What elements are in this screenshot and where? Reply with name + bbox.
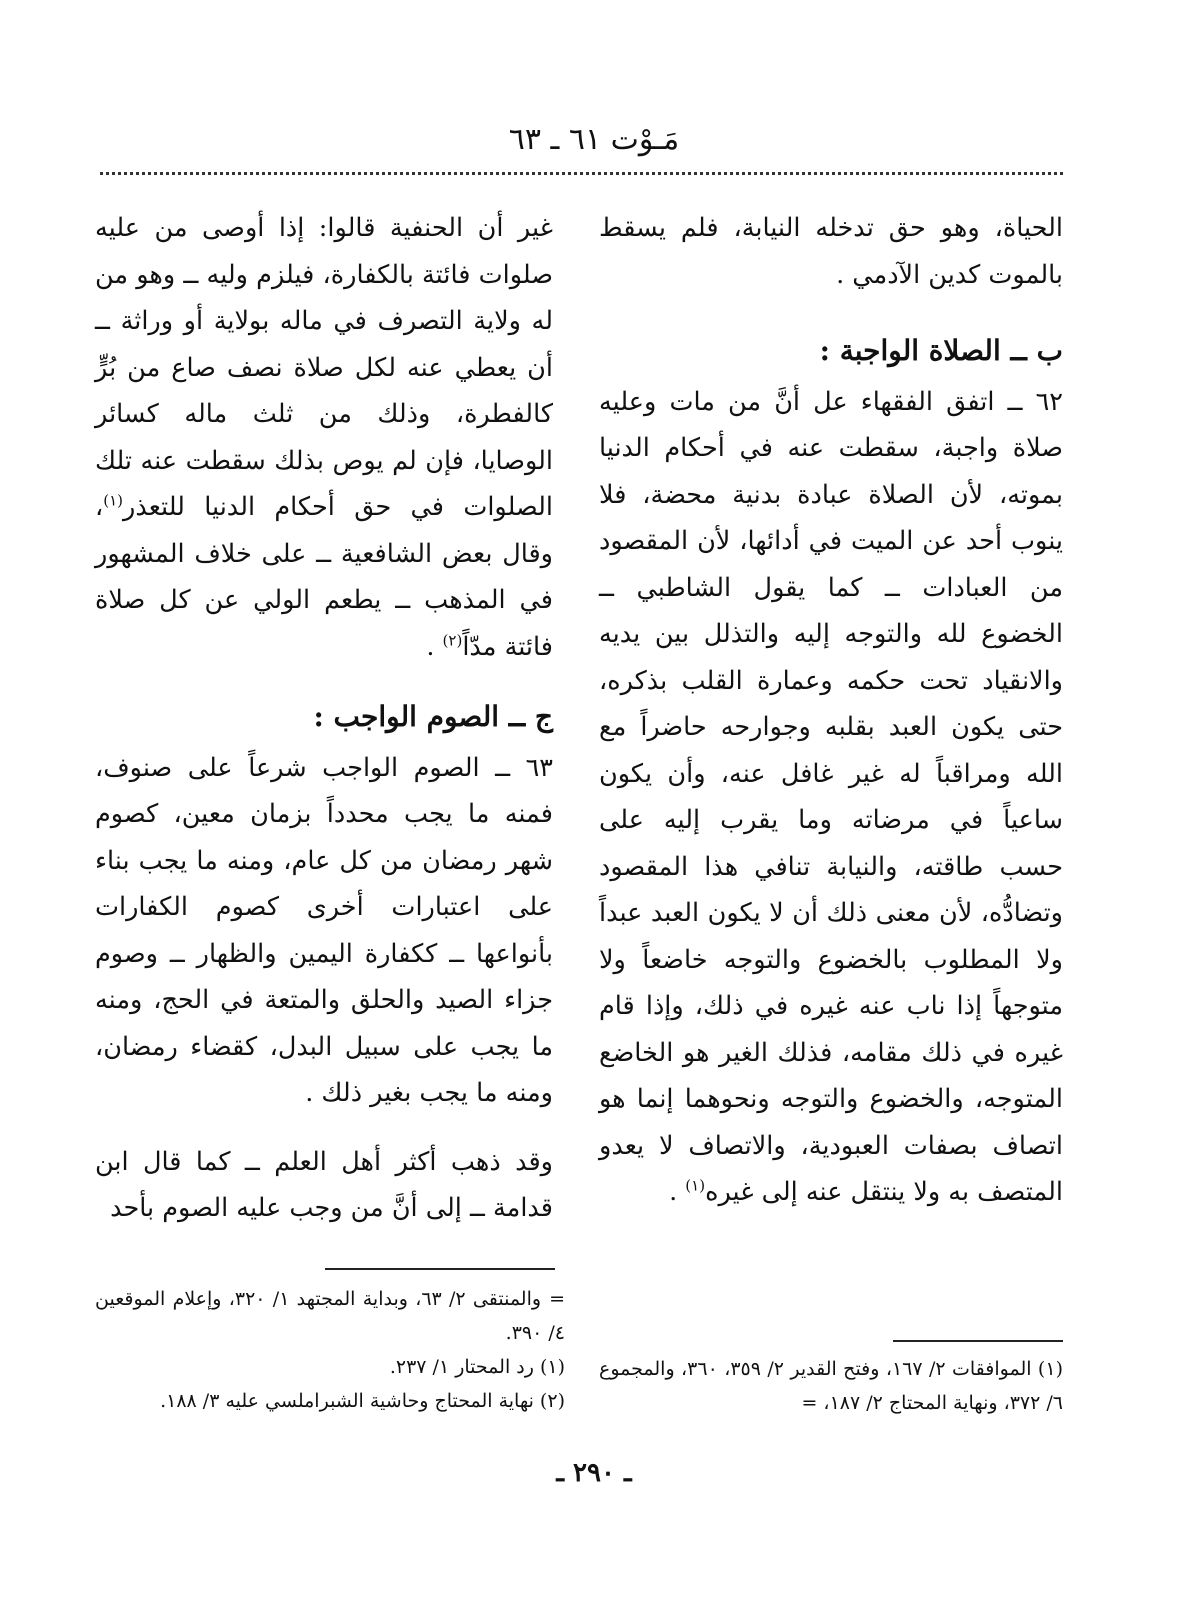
footnote-1: (١) الموافقات ٢/ ١٦٧، وفتح القدير ٢/ ٣٥٩، ٣٦٠، والمجموع ٦/ ٣٧٢، ونهاية المحتاج ٢/ ١٨٧، = [599,1358,1063,1414]
footnotes-right [599,1352,1063,1420]
paragraph-62 [599,379,1063,1216]
footnote-ref-1[interactable]: (١) [103,491,124,510]
footnote-ref-2[interactable]: (٢) [442,631,463,649]
paragraph-62-end: . [669,1177,686,1207]
section-heading-obligatory-fast: ج ــ الصوم الواجب : [313,700,553,733]
header-dotted-rule [100,172,1063,175]
left-column [95,205,553,1232]
footnotes-left [95,1282,565,1418]
paragraph-hanafi-end: . [426,631,443,662]
footnote-separator-right [893,1340,1063,1342]
footnote-separator-left [325,1268,555,1270]
running-header: مَـوْت ٦١ ـ ٦٣ [508,122,680,157]
paragraph-hanafi-text-a: غير أن الحنفية قالوا: إذا أوصى من عليه صلوات فائتة بالكفارة، فيلزم وليه ــ وهو من له ولاية التصرف في ماله بولاية أو وراثة ــ أن يعطي عنه لكل صلاة نصف صاع من بُرٍّ كالفطرة، وذلك من ثلث ماله كسائر الوصايا، فإن لم يوص بذلك سقطت عنه تلك الصلوات في حق أحكام الدنيا للتعذر [95,213,553,522]
page-number: ـ ٢٩٠ ـ [556,1458,632,1488]
section-heading-obligatory-prayer: ب ــ الصلاة الواجبة : [819,334,1063,367]
continuation-mark: = [549,1288,565,1310]
paragraph-hanafi-view [95,205,553,670]
footnote-ref-1[interactable]: (١) [685,1176,706,1195]
footnote-1: (١) رد المحتار ١/ ٢٣٧. [389,1356,565,1378]
paragraph-62-text: ٦٢ ــ اتفق الفقهاء عل أنَّ من مات وعليه صلاة واجبة، سقطت عنه في أحكام الدنيا بموته، لأن الصلاة عبادة بدنية محضة، فلا ينوب أحد عن الميت في أدائها، لأن المقصود من العبادات ــ كما يقول الشاطبي ــ الخضوع لله والتوجه إليه والتذلل بين يديه والانقياد تحت حكمه وعمارة القلب بذكره، حتى يكون العبد بقلبه وجوارحه حاضراً مع الله ومراقباً له غير غافل عنه، وأن يكون ساعياً في مرضاته وما يقرب إليه على حسب طاقته، والنيابة تنافي هذا المقصود وتضادُّه، لأن معنى ذلك أن لا يكون العبد عبداً ولا المطلوب بالخضوع والتوجه خاضعاً ولا متوجهاً إذا ناب عنه غيره في ذلك، وإذا قام غيره في ذلك مقامه، فذلك الغير هو الخاضع المتوجه، والخضوع والتوجه ونحوهما إنما هو اتصاف بصفات العبودية، والاتصاف لا يعدو المتصف به ولا ينتقل عنه إلى غيره [599,386,1063,1207]
paragraph-63: ٦٣ ــ الصوم الواجب شرعاً على صنوف، فمنه ما يجب محدداً بزمان معين، كصوم شهر رمضان من كل عام، ومنه ما يجب بناء على اعتبارات أخرى كصوم الكفارات بأنواعها ــ ككفارة اليمين والظهار ــ وصوم جزاء الصيد والحلق والمتعة في الحج، ومنه ما يجب على سبيل البدل، كقضاء رمضان، ومنه ما يجب بغير ذلك . [95,752,553,1108]
footnote-2: (٢) نهاية المحتاج وحاشية الشبراملسي عليه ٣/ ١٨٨. [160,1390,565,1412]
right-column [599,205,1063,1216]
paragraph-hanafi-text-b: ، وقال بعض الشافعية ــ على خلاف المشهور في المذهب ــ يطعم الولي عن كل صلاة فائتة مدّاً [95,492,553,662]
footnote-continuation-text: والمنتقى ٢/ ٦٣، وبداية المجتهد ١/ ٣٢٠، وإعلام الموقعين ٤/ ٣٩٠. [95,1288,565,1344]
footnote-continuation [95,1282,565,1350]
paragraph-intro: الحياة، وهو حق تدخله النيابة، فلم يسقط بالموت كدين الآدمي . [599,213,1063,290]
paragraph-ibn-qudama: وقد ذهب أكثر أهل العلم ــ كما قال ابن قدامة ــ إلى أنَّ من وجب عليه الصوم بأحد [95,1146,553,1223]
